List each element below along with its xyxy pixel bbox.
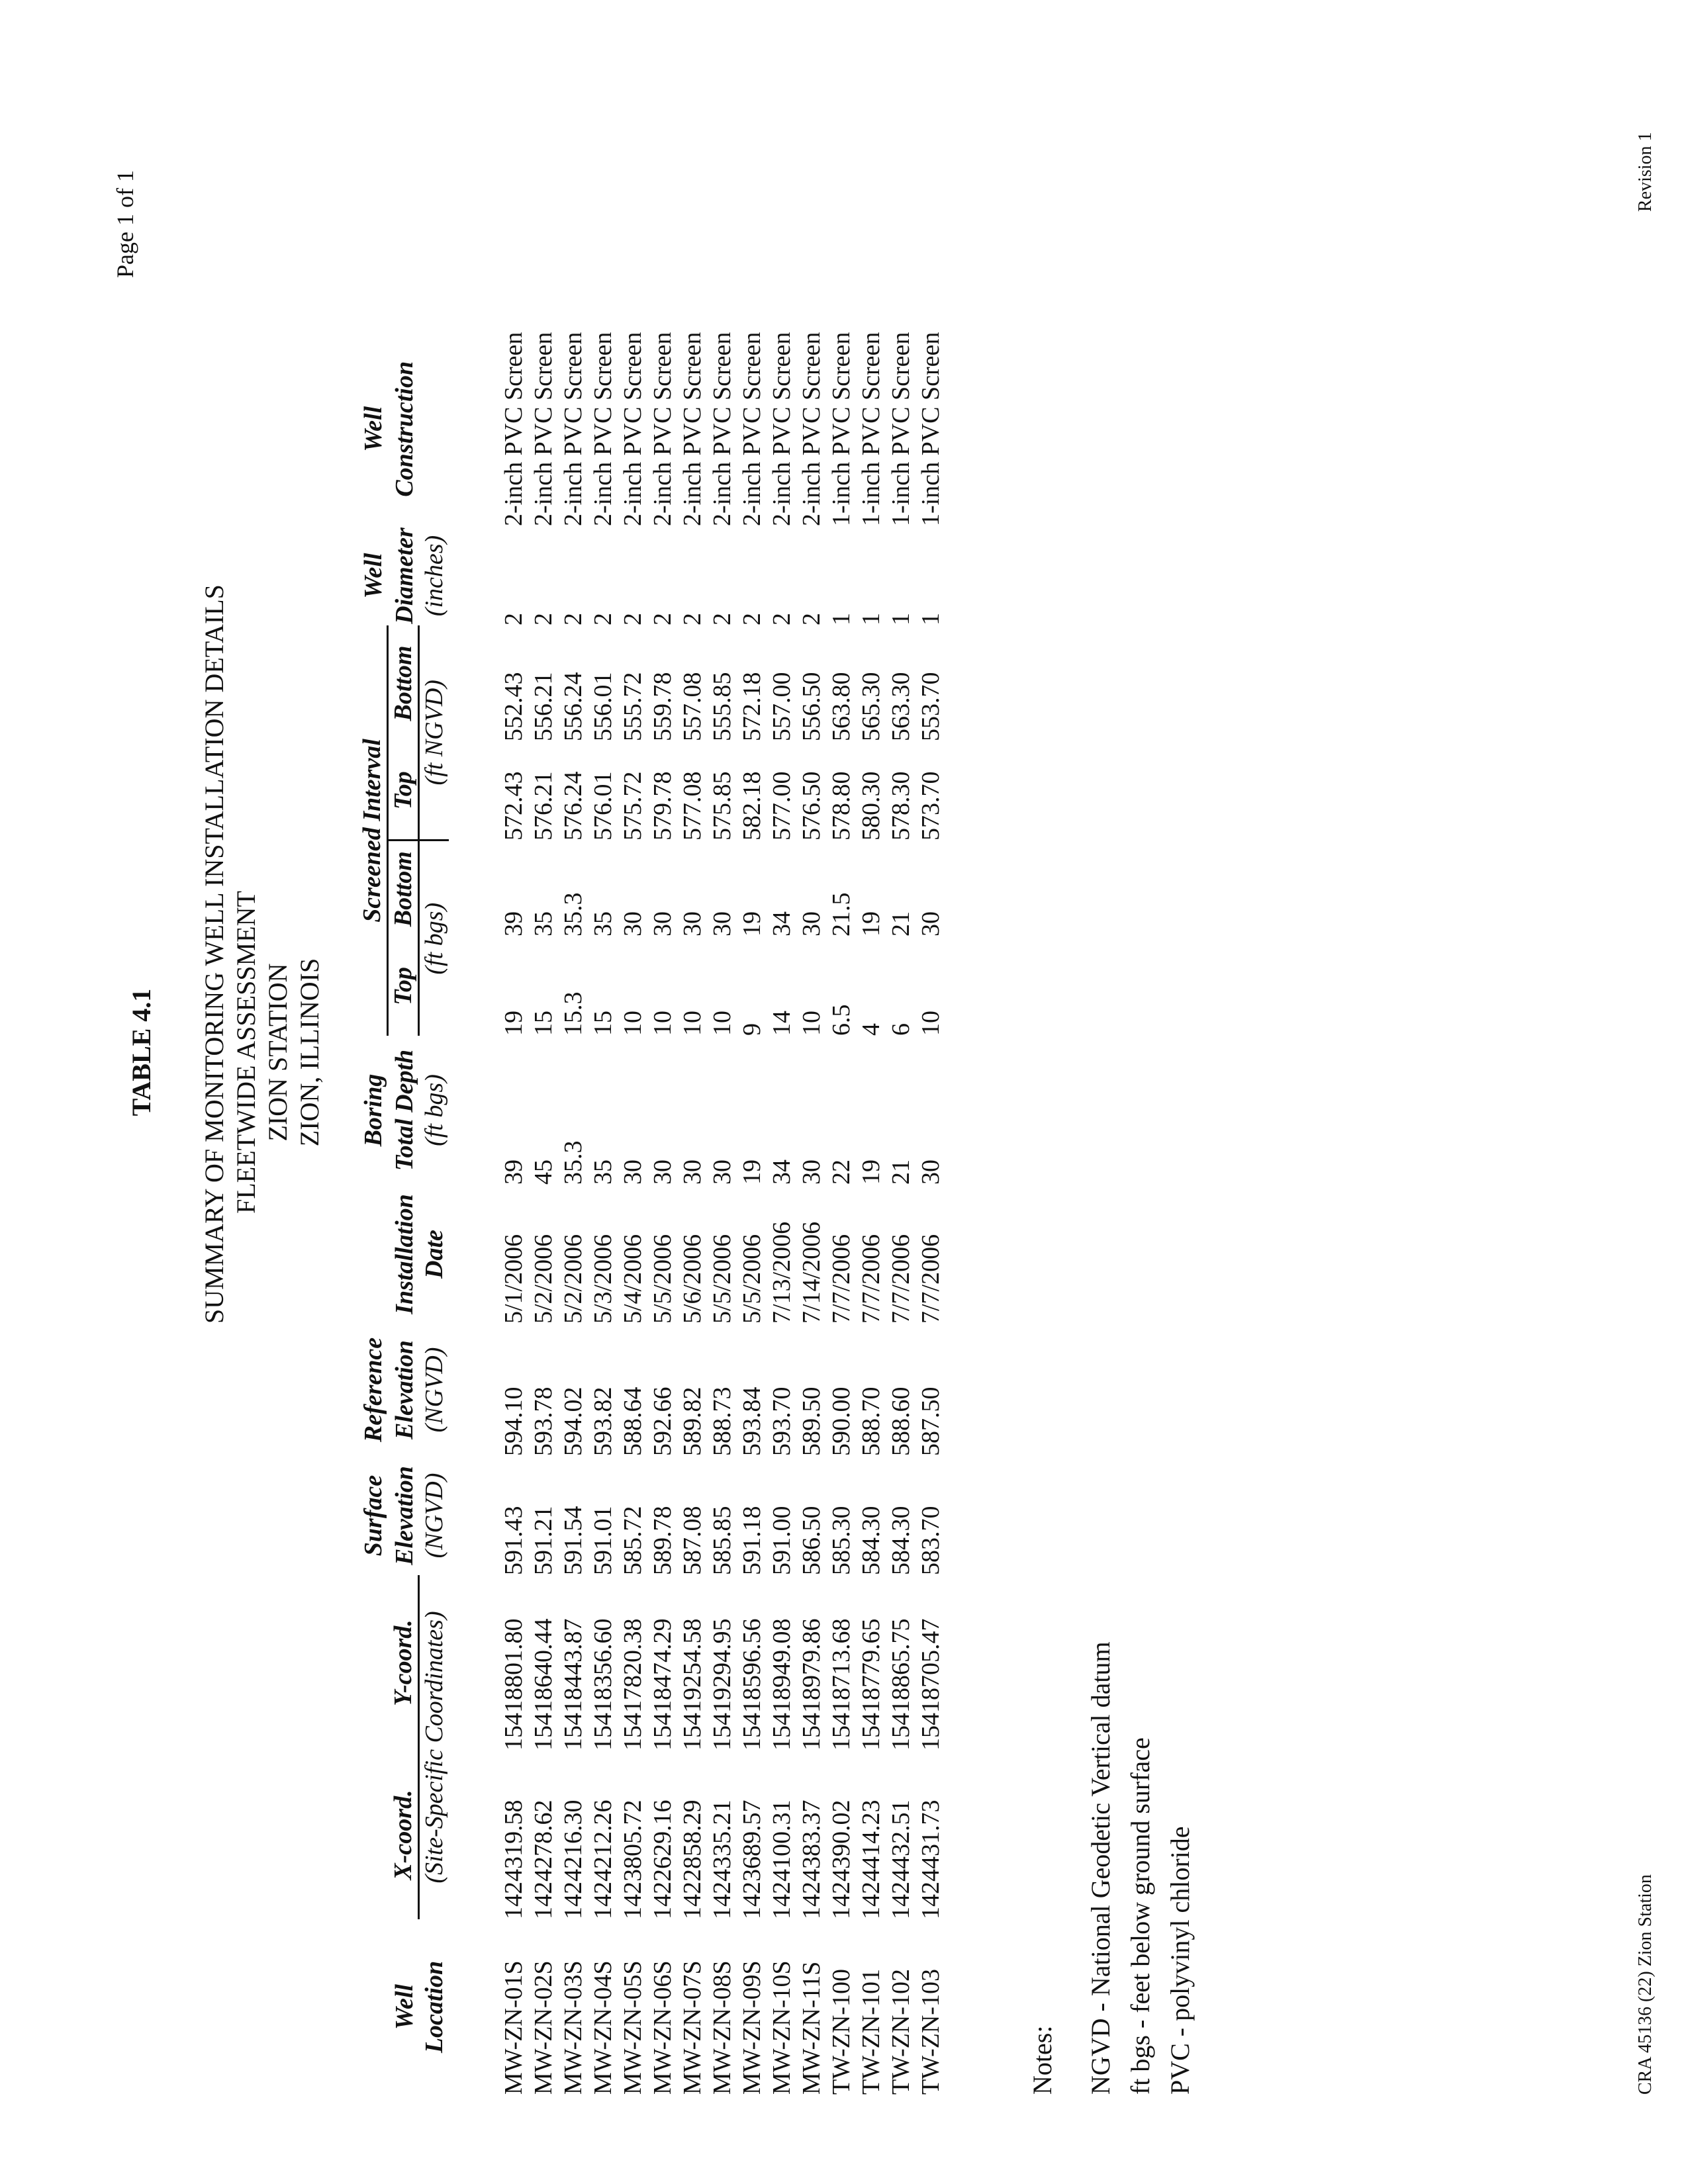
header-xcoord: X-coord. — [388, 1751, 419, 1919]
header-location: Location — [420, 1960, 448, 2054]
table-cell: 1424212.26 — [589, 1799, 617, 1919]
table-cell: 10 — [679, 1011, 706, 1036]
table-cell: 15418949.08 — [768, 1618, 796, 1751]
table-cell: TW-ZN-100 — [827, 1969, 855, 2095]
table-cell: TW-ZN-102 — [887, 1969, 915, 2095]
table-cell: 563.80 — [827, 672, 855, 741]
header-row-2 — [388, 332, 419, 2095]
table-body — [449, 332, 946, 2095]
table-cell: 1422629.16 — [649, 1799, 677, 1919]
table-cell: 588.70 — [857, 1387, 885, 1456]
table-cell: 2-inch PVC Screen — [530, 332, 557, 526]
table-cell: 592.66 — [649, 1387, 677, 1456]
table-cell: 4 — [857, 1023, 885, 1036]
table-cell: 587.08 — [679, 1506, 706, 1575]
table-cell: 30 — [619, 1160, 647, 1185]
table-cell: 588.64 — [619, 1387, 647, 1456]
table-cell: 21.5 — [827, 892, 855, 936]
table-cell: 1423805.72 — [619, 1799, 647, 1919]
table-cell: 35 — [589, 1160, 617, 1185]
table-cell: 2 — [768, 613, 796, 625]
table-cell: 2 — [500, 613, 528, 625]
table-cell: 15417820.38 — [619, 1618, 647, 1751]
table-cell: 10 — [798, 1011, 825, 1036]
header-top: Top — [388, 936, 419, 1036]
table-cell: MW-ZN-08S — [708, 1960, 736, 2095]
table-cell: 15418705.47 — [917, 1618, 945, 1751]
table-cell: 590.00 — [827, 1387, 855, 1456]
notes-heading: Notes: — [1027, 2025, 1057, 2095]
table-cell: 34 — [768, 1160, 796, 1185]
table-cell: 2-inch PVC Screen — [768, 332, 796, 526]
header-row-3 — [419, 332, 449, 2095]
table-cell: 30 — [708, 1160, 736, 1185]
header-diameter: Diameter — [390, 527, 418, 624]
table-row — [886, 332, 916, 2095]
table-cell: 588.60 — [887, 1387, 915, 1456]
table-cell: 576.50 — [798, 771, 825, 841]
note-ngvd: NGVD - National Geodetic Vertical datum — [1086, 1641, 1115, 2095]
table-row — [767, 332, 797, 2095]
table-cell: 6.5 — [827, 1004, 855, 1036]
table-cell: 591.00 — [768, 1506, 796, 1575]
page-number: Page 1 of 1 — [112, 170, 138, 278]
table-cell: 5/4/2006 — [619, 1234, 647, 1324]
table-cell: 587.50 — [917, 1387, 945, 1456]
header-elevation: Elevation — [390, 1466, 418, 1565]
table-cell: 7/7/2006 — [857, 1234, 885, 1324]
table-cell: 5/2/2006 — [530, 1234, 557, 1324]
table-cell: 5/3/2006 — [589, 1234, 617, 1324]
table-cell: 584.30 — [887, 1506, 915, 1575]
table-cell: 577.08 — [679, 771, 706, 841]
table-cell: 1424216.30 — [559, 1799, 587, 1919]
table-row — [529, 332, 559, 2095]
table-cell: 593.82 — [589, 1387, 617, 1456]
table-cell: 7/13/2006 — [768, 1221, 796, 1324]
table-cell: 591.01 — [589, 1506, 617, 1575]
table-cell: 10 — [619, 1011, 647, 1036]
table-cell: 588.73 — [708, 1387, 736, 1456]
table-cell: 1 — [827, 613, 855, 625]
table-cell: 5/5/2006 — [738, 1234, 766, 1324]
note-pvc: PVC - polyvinyl chloride — [1165, 1826, 1195, 2095]
table-cell: 555.85 — [708, 672, 736, 741]
header-date: Date — [420, 1230, 448, 1279]
table-cell: 1424383.37 — [798, 1799, 825, 1919]
well-details-table — [357, 332, 946, 2095]
table-cell: 1424100.31 — [768, 1799, 796, 1919]
table-row — [648, 332, 678, 2095]
table-cell: MW-ZN-07S — [679, 1960, 706, 2095]
footer-revision: Revision 1 — [1635, 132, 1656, 212]
table-cell: 584.30 — [857, 1506, 885, 1575]
table-row — [618, 332, 648, 2095]
table-cell: 1 — [887, 613, 915, 625]
table-cell: 15418596.56 — [738, 1618, 766, 1751]
header-total-depth: Total Depth — [390, 1049, 418, 1171]
table-row — [588, 332, 618, 2095]
table-cell: 7/14/2006 — [798, 1221, 825, 1324]
table-cell: 7/7/2006 — [917, 1234, 945, 1324]
table-cell: 1-inch PVC Screen — [857, 332, 885, 526]
table-cell: 39 — [500, 1160, 528, 1185]
table-cell: 1424390.02 — [827, 1799, 855, 1919]
table-cell: 589.82 — [679, 1387, 706, 1456]
table-cell: 556.24 — [559, 672, 587, 741]
table-cell: 572.43 — [500, 771, 528, 841]
table-cell: MW-ZN-03S — [559, 1960, 587, 2095]
table-cell: 15418865.75 — [887, 1618, 915, 1751]
table-cell: 2-inch PVC Screen — [679, 332, 706, 526]
table-cell: 2 — [738, 613, 766, 625]
table-cell: 589.50 — [798, 1387, 825, 1456]
table-cell: 2-inch PVC Screen — [738, 332, 766, 526]
table-cell: 35.3 — [559, 892, 587, 936]
table-row — [857, 332, 886, 2095]
table-cell: 583.70 — [917, 1506, 945, 1575]
table-cell: 2 — [798, 613, 825, 625]
table-cell: 19 — [738, 1160, 766, 1185]
table-cell: 22 — [827, 1160, 855, 1185]
table-cell: 1424319.58 — [500, 1799, 528, 1919]
table-cell: 578.80 — [827, 771, 855, 841]
table-cell: 575.72 — [619, 771, 647, 841]
header-elevation-2: Elevation — [390, 1340, 418, 1439]
table-cell: MW-ZN-05S — [619, 1960, 647, 2095]
table-label: TABLE 4.1 — [126, 988, 156, 1116]
table-cell: 591.18 — [738, 1506, 766, 1575]
notes — [1023, 1641, 1200, 2095]
table-cell: 7/7/2006 — [887, 1234, 915, 1324]
table-cell: 573.70 — [917, 771, 945, 841]
table-cell: 580.30 — [857, 771, 885, 841]
table-cell: 21 — [887, 1160, 915, 1185]
table-cell: 556.21 — [530, 672, 557, 741]
table-cell: 15 — [530, 1011, 557, 1036]
header-well-diameter-1: Well — [359, 553, 387, 599]
table-cell: 1-inch PVC Screen — [827, 332, 855, 526]
header-ngvd-2: (NGVD) — [420, 1347, 448, 1433]
table-cell: 30 — [798, 1160, 825, 1185]
title-line-1: SUMMARY OF MONITORING WELL INSTALLATION DETAILS — [199, 584, 229, 1324]
table-cell: 15418801.80 — [500, 1618, 528, 1751]
table-cell: 5/5/2006 — [649, 1234, 677, 1324]
table-cell: 35.3 — [559, 1140, 587, 1185]
table-cell: 2-inch PVC Screen — [500, 332, 528, 526]
title-line-2: FLEETWIDE ASSESSMENT — [231, 891, 261, 1214]
header-coord-unit: (Site-Specific Coordinates) — [420, 1611, 448, 1884]
table-cell: 576.21 — [530, 771, 557, 841]
table-cell: 1424278.62 — [530, 1799, 557, 1919]
table-cell: 2-inch PVC Screen — [559, 332, 587, 526]
note-ftbgs: ft bgs - feet below ground surface — [1125, 1737, 1155, 2095]
table-cell: 2-inch PVC Screen — [649, 332, 677, 526]
table-cell: 576.01 — [589, 771, 617, 841]
table-cell: 5/1/2006 — [500, 1234, 528, 1324]
table-cell: 572.18 — [738, 672, 766, 741]
table-cell: 15418779.65 — [857, 1618, 885, 1751]
table-cell: 591.54 — [559, 1506, 587, 1575]
table-cell: 35 — [589, 911, 617, 936]
table-cell: 1424414.23 — [857, 1799, 885, 1919]
table-cell: 591.21 — [530, 1506, 557, 1575]
table-cell: 555.72 — [619, 672, 647, 741]
table-cell: 586.50 — [798, 1506, 825, 1575]
title-block — [126, 584, 326, 1324]
table-cell: 10 — [649, 1011, 677, 1036]
table-row — [737, 332, 767, 2095]
table-cell: 9 — [738, 1023, 766, 1036]
table-cell: 30 — [708, 911, 736, 936]
table-cell: 15419294.95 — [708, 1618, 736, 1751]
table-cell: MW-ZN-06S — [649, 1960, 677, 2095]
table-cell: 15419254.58 — [679, 1618, 706, 1751]
table-cell: 45 — [530, 1160, 557, 1185]
header-surface: Surface — [359, 1475, 387, 1557]
header-well: Well — [390, 1984, 418, 2030]
table-cell: 2-inch PVC Screen — [619, 332, 647, 526]
table-cell: 34 — [768, 911, 796, 936]
table-cell: 1 — [917, 613, 945, 625]
header-ngvd: (NGVD) — [420, 1473, 448, 1559]
table-cell: 15418979.86 — [798, 1618, 825, 1751]
table-cell: 15.3 — [559, 991, 587, 1036]
table-cell: 1422858.29 — [679, 1799, 706, 1919]
table-cell: MW-ZN-10S — [768, 1960, 796, 2095]
table-cell: 593.70 — [768, 1387, 796, 1456]
header-row-1 — [357, 332, 388, 2095]
table-cell: 5/5/2006 — [708, 1234, 736, 1324]
table-cell: 2 — [679, 613, 706, 625]
table-cell: 15418640.44 — [530, 1618, 557, 1751]
table-cell: 39 — [500, 911, 528, 936]
header-top-2: Top — [388, 741, 419, 841]
table-cell: 30 — [679, 911, 706, 936]
table-cell: 552.43 — [500, 672, 528, 741]
table-cell: 19 — [857, 1160, 885, 1185]
header-boring: Boring — [359, 1073, 387, 1147]
table-cell: 30 — [649, 911, 677, 936]
table-cell: 10 — [917, 1011, 945, 1036]
table-cell: 15418356.60 — [589, 1618, 617, 1751]
header-installation: Installation — [390, 1194, 418, 1314]
header-construction: Construction — [390, 361, 418, 497]
table-cell: TW-ZN-103 — [917, 1969, 945, 2095]
table-cell: 1-inch PVC Screen — [917, 332, 945, 526]
header-bottom-2: Bottom — [388, 625, 419, 741]
footer-document-id: CRA 45136 (22) Zion Station — [1635, 1874, 1656, 2095]
table-cell: 5/2/2006 — [559, 1234, 587, 1324]
table-row — [449, 332, 529, 2095]
table-cell: 30 — [917, 1160, 945, 1185]
table-cell: 14 — [768, 1011, 796, 1036]
table-cell: 30 — [798, 911, 825, 936]
title-line-3: ZION STATION — [263, 963, 293, 1142]
table-cell: 15 — [589, 1011, 617, 1036]
table-cell: 563.30 — [887, 672, 915, 741]
table-cell: 1423689.57 — [738, 1799, 766, 1919]
table-cell: 15418443.87 — [559, 1618, 587, 1751]
header-ftngvd: (ft NGVD) — [420, 680, 448, 786]
header-ftbgs-2: (ft bgs) — [419, 841, 449, 1036]
table-cell: 553.70 — [917, 672, 945, 741]
table-cell: 585.72 — [619, 1506, 647, 1575]
table-cell: 593.84 — [738, 1387, 766, 1456]
table-cell: MW-ZN-04S — [589, 1960, 617, 2095]
table-cell: 1424431.73 — [917, 1799, 945, 1919]
table-cell: 2-inch PVC Screen — [708, 332, 736, 526]
table-cell: 2-inch PVC Screen — [589, 332, 617, 526]
table-cell: 585.85 — [708, 1506, 736, 1575]
table-cell: 19 — [738, 911, 766, 936]
table-cell: 2 — [530, 613, 557, 625]
table-cell: 30 — [649, 1160, 677, 1185]
table-cell: 2 — [589, 613, 617, 625]
table-cell: 2 — [708, 613, 736, 625]
header-inches: (inches) — [420, 535, 448, 617]
table-row — [708, 332, 737, 2095]
table-cell: 582.18 — [738, 771, 766, 841]
header-screened-interval: Screened Interval — [358, 739, 386, 923]
table-cell: 5/6/2006 — [679, 1234, 706, 1324]
table-cell: 575.85 — [708, 771, 736, 841]
table-cell: 6 — [887, 1023, 915, 1036]
table-cell: 556.01 — [589, 672, 617, 741]
table-cell: 2-inch PVC Screen — [798, 332, 825, 526]
table-cell: 577.00 — [768, 771, 796, 841]
table-cell: 559.78 — [649, 672, 677, 741]
table-cell: 19 — [500, 1011, 528, 1036]
table-cell: 1424432.51 — [887, 1799, 915, 1919]
table-row — [797, 332, 827, 2095]
table-cell: 565.30 — [857, 672, 885, 741]
header-reference: Reference — [359, 1337, 387, 1443]
table-cell: 557.08 — [679, 672, 706, 741]
table-cell: MW-ZN-01S — [500, 1960, 528, 2095]
table-cell: 591.43 — [500, 1506, 528, 1575]
table-cell: 30 — [679, 1160, 706, 1185]
table-cell: TW-ZN-101 — [857, 1969, 885, 2095]
table-cell: 15418713.68 — [827, 1618, 855, 1751]
table-cell: 30 — [917, 911, 945, 936]
table-row — [827, 332, 857, 2095]
header-ycoord: Y-coord. — [388, 1575, 419, 1751]
table-cell: 556.50 — [798, 672, 825, 741]
table-cell: 30 — [619, 911, 647, 936]
table-cell: MW-ZN-09S — [738, 1960, 766, 2095]
table-cell: 10 — [708, 1011, 736, 1036]
table-cell: 578.30 — [887, 771, 915, 841]
table-cell: 1 — [857, 613, 885, 625]
table-cell: 1-inch PVC Screen — [887, 332, 915, 526]
table-cell: 1424335.21 — [708, 1799, 736, 1919]
table-cell: 594.10 — [500, 1387, 528, 1456]
header-bottom: Bottom — [388, 841, 419, 936]
table-cell: 21 — [887, 911, 915, 936]
table-cell: 2 — [619, 613, 647, 625]
table-cell: 35 — [530, 911, 557, 936]
table-cell: 2 — [559, 613, 587, 625]
table-cell: 7/7/2006 — [827, 1234, 855, 1324]
table-cell: MW-ZN-11S — [798, 1961, 825, 2095]
title-line-4: ZION, ILLINOIS — [295, 958, 324, 1147]
table-cell: 557.00 — [768, 672, 796, 741]
table-cell: 593.78 — [530, 1387, 557, 1456]
table-cell: 594.02 — [559, 1387, 587, 1456]
table-row — [916, 332, 946, 2095]
table-cell: 579.78 — [649, 771, 677, 841]
table-row — [678, 332, 708, 2095]
table-cell: 15418474.29 — [649, 1618, 677, 1751]
table-cell: 589.78 — [649, 1506, 677, 1575]
header-ftbgs: (ft bgs) — [420, 1074, 448, 1146]
table-row — [559, 332, 588, 2095]
header-well-construction-1: Well — [359, 406, 387, 452]
table-cell: 2 — [649, 613, 677, 625]
table-cell: 576.24 — [559, 771, 587, 841]
table-cell: MW-ZN-02S — [530, 1960, 557, 2095]
table-cell: 585.30 — [827, 1506, 855, 1575]
table-cell: 19 — [857, 911, 885, 936]
